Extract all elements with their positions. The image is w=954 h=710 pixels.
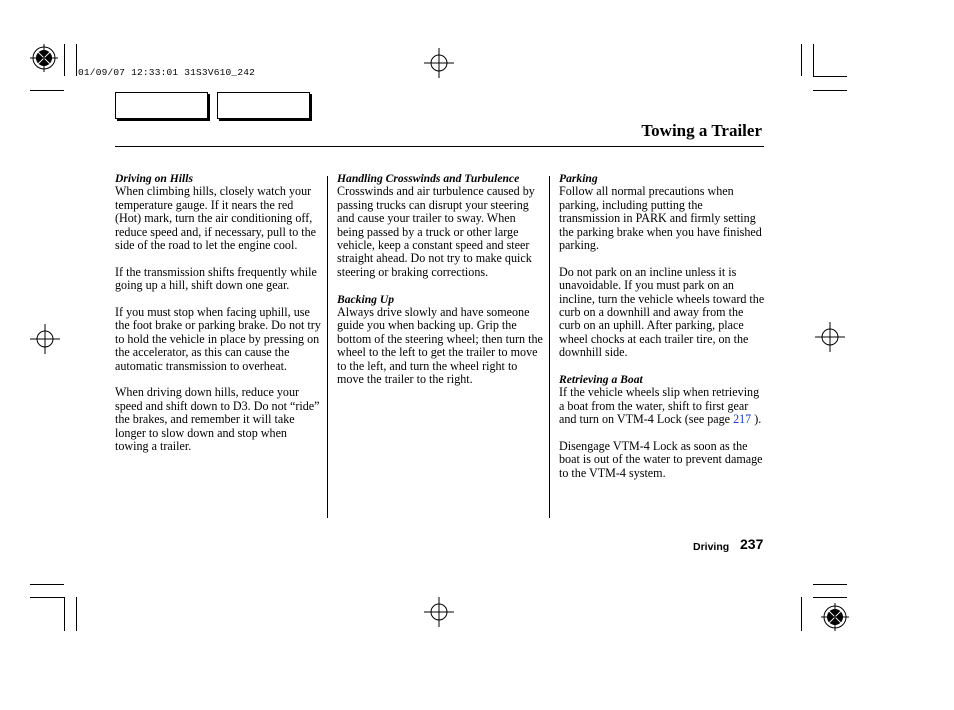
crop-mark — [64, 597, 65, 631]
text-column-2 — [337, 172, 545, 386]
crop-mark — [801, 597, 802, 631]
section-heading: Retrieving a Boat — [559, 373, 643, 387]
footer-section-name: Driving — [693, 541, 730, 553]
crosshair-icon — [30, 324, 60, 354]
paragraph: When climbing hills, closely watch your temperature gauge. If it nears the red (Hot) mark, turn the air conditioning off, reduce speed and, if necessary, pull to the side of the road to let the engine cool. — [115, 184, 317, 253]
nav-tab-box[interactable] — [217, 92, 310, 119]
crop-mark — [30, 597, 64, 598]
crop-mark — [76, 44, 77, 76]
crosshair-icon — [424, 597, 454, 627]
page-number: 237 — [740, 536, 764, 552]
title-rule — [115, 146, 764, 147]
section-heading: Driving on Hills — [115, 172, 193, 185]
crop-mark — [30, 90, 64, 91]
paragraph: Follow all normal precautions when parking, including putting the transmission in PARK and firmly setting the parking brake when you have finished parking. — [559, 184, 762, 253]
paragraph: Disengage VTM-4 Lock as soon as the boat is out of the water to prevent damage to the VTM-4 system. — [559, 439, 763, 480]
page-reference-link[interactable]: 217 — [733, 412, 752, 427]
crosshair-icon — [424, 48, 454, 78]
text-column-1 — [115, 172, 321, 453]
starburst-icon — [30, 44, 58, 72]
crop-mark — [813, 584, 847, 585]
crosshair-icon — [815, 322, 845, 352]
page-title: Towing a Trailer — [641, 121, 762, 140]
section-heading: Backing Up — [337, 292, 395, 306]
section-heading: Parking — [559, 172, 598, 185]
column-divider — [549, 176, 550, 518]
crop-mark — [813, 597, 847, 598]
column-divider — [327, 176, 328, 518]
starburst-icon — [821, 603, 849, 631]
paragraph: If the vehicle wheels slip when retrieving a boat from the water, shift to first gear and turn on VTM-4 Lock (see page 217 ). — [559, 385, 762, 427]
crop-mark — [30, 584, 64, 585]
nav-tab-box[interactable] — [115, 92, 208, 119]
paragraph: Crosswinds and air turbulence caused by passing trucks can disrupt your steering and cause your trailer to sway. When being passed by a truck or other large vehicle, keep a constant speed and steer straight ahead. Do not try to make quick steering or braking corrections. — [337, 184, 535, 279]
text-column-3 — [559, 172, 765, 480]
print-stamp: 01/09/07 12:33:01 31S3V610_242 — [78, 67, 256, 78]
paragraph: If the transmission shifts frequently while going up a hill, shift down one gear. — [115, 264, 317, 293]
crop-mark — [813, 44, 814, 76]
paragraph: Always drive slowly and have someone guide you when backing up. Grip the bottom of the steering wheel; then turn the wheel to the left to get the trailer to move to the left, and turn the wheel right to move the trailer to the right. — [337, 305, 543, 387]
section-heading: Handling Crosswinds and Turbulence — [337, 172, 520, 185]
crop-mark — [76, 597, 77, 631]
crop-mark — [801, 44, 802, 76]
paragraph: When driving down hills, reduce your speed and shift down to D3. Do not “ride” the brakes, and remember it will take longer to slow down and stop when towing a trailer. — [115, 385, 320, 454]
crop-mark — [64, 44, 65, 76]
paragraph: If you must stop when facing uphill, use the foot brake or parking brake. Do not try to hold the vehicle in place by pressing on the accelerator, as this can cause the automatic transmission to overheat. — [115, 305, 321, 373]
crop-mark — [813, 76, 847, 77]
paragraph: Do not park on an incline unless it is unavoidable. If you must park on an incline, turn the vehicle wheels toward the curb on a downhill and away from the curb on an uphill. After parking, place wheel chocks at each trailer tire, on the downhill side. — [559, 264, 765, 360]
crop-mark — [813, 90, 847, 91]
